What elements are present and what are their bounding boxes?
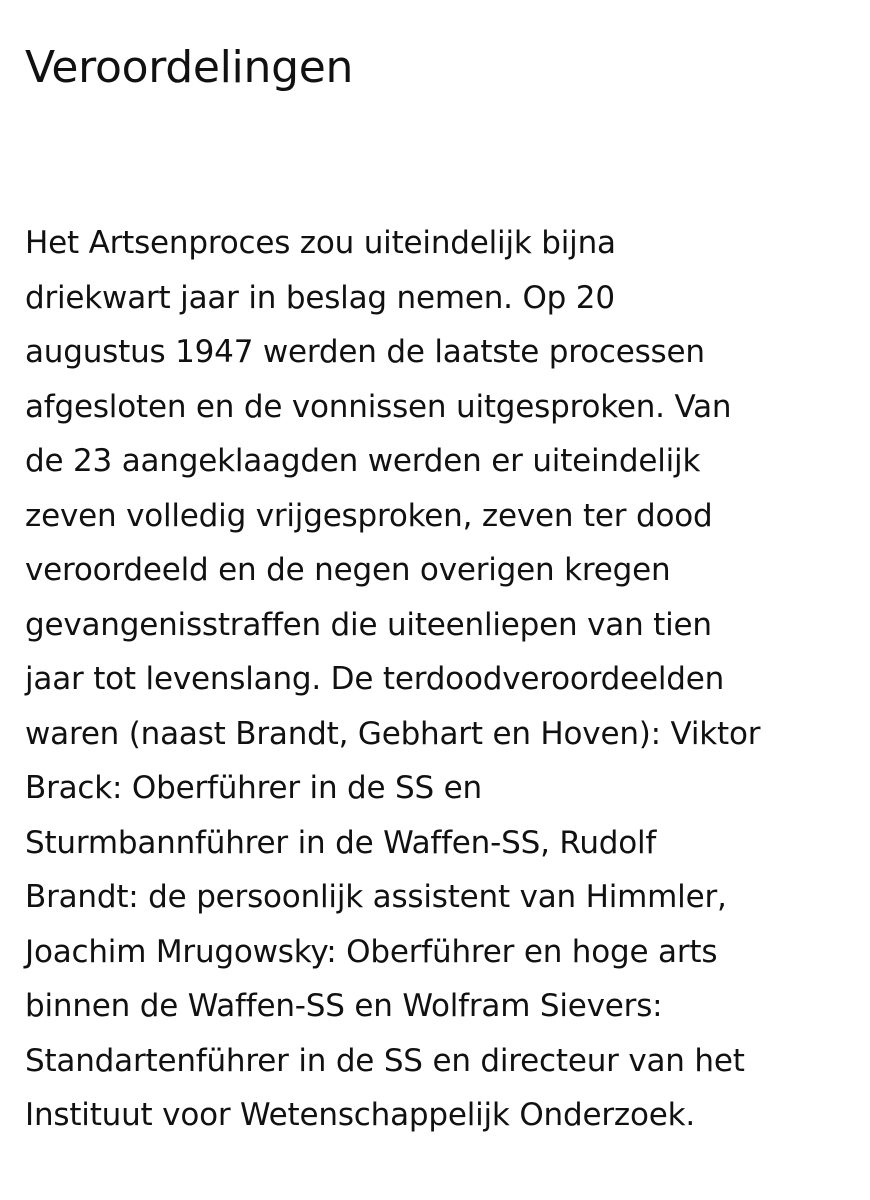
paragraph-line: Brack: Oberführer in de SS en: [25, 770, 482, 806]
paragraph-line: afgesloten en de vonnissen uitgesproken. Van: [25, 388, 732, 425]
paragraph-line: binnen de Waffen-SS en Wolfram Sievers:: [25, 988, 663, 1024]
paragraph: [25, 216, 855, 1143]
paragraph-line: veroordeeld en de negen overigen kregen: [25, 552, 671, 588]
paragraph-line: de 23 aangeklaagden werden er uiteindelijk: [25, 443, 701, 479]
paragraph-line: Sturmbannführer in de Waffen-SS, Rudolf: [25, 824, 657, 861]
paragraph-line: Standartenführer in de SS en directeur van het: [25, 1042, 745, 1079]
section-heading: Veroordelingen: [25, 42, 354, 93]
paragraph-line: Brandt: de persoonlijk assistent van Himmler,: [25, 879, 727, 915]
paragraph-line: gevangenisstraffen die uiteenliepen van tien: [25, 606, 712, 643]
paragraph-line: augustus 1947 werden de laatste processen: [25, 334, 705, 370]
paragraph-line: driekwart jaar in beslag nemen. Op 20: [25, 279, 615, 316]
paragraph-line: Het Artsenproces zou uiteindelijk bijna: [25, 225, 616, 261]
paragraph-line: waren (naast Brandt, Gebhart en Hoven): Viktor: [25, 715, 761, 752]
paragraph-line: zeven volledig vrijgesproken, zeven ter dood: [25, 497, 713, 534]
paragraph-line: jaar tot levenslang. De terdoodveroordeelden: [25, 661, 725, 697]
paragraph-line: Instituut voor Wetenschappelijk Onderzoek.: [25, 1097, 695, 1133]
paragraph-line: Joachim Mrugowsky: Oberführer en hoge arts: [25, 933, 718, 970]
